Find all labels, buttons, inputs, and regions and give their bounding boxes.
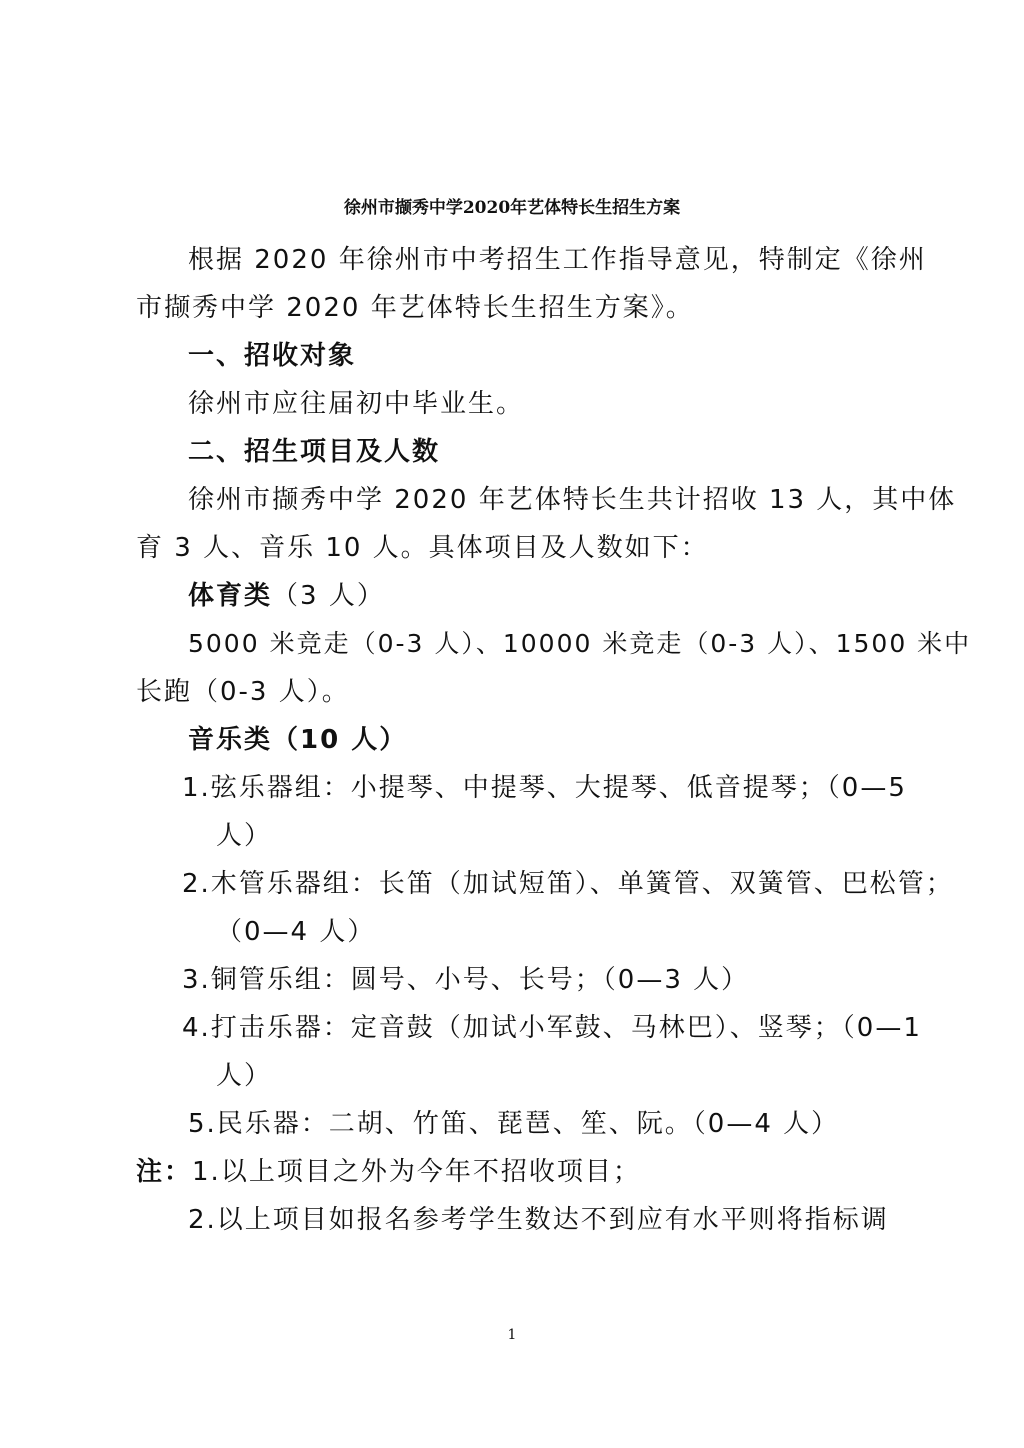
sports-category-label: 体育类 (188, 581, 273, 611)
music-strings-line-2: 人） (216, 821, 273, 851)
music-woodwinds-line-2: （0—4 人） (216, 917, 376, 947)
music-folk: 5.民乐器：二胡、竹笛、琵琶、笙、阮。（0—4 人） (188, 1109, 840, 1139)
music-brass: 3.铜管乐组：圆号、小号、长号；（0—3 人） (182, 965, 750, 995)
sports-category (188, 576, 385, 616)
music-percussion-line-1: 4.打击乐器：定音鼓（加试小军鼓、马林巴）、竖琴；（0—1 (182, 1013, 922, 1043)
section-1-heading: 一、招收对象 (188, 341, 357, 371)
section-2-body-line-1: 徐州市撷秀中学 2020 年艺体特长生共计招收 13 人，其中体 (188, 485, 957, 515)
sports-items-line-1: 5000 米竞走（0-3 人）、10000 米竞走（0-3 人）、1500 米中 (188, 629, 972, 658)
music-percussion-line-2: 人） (216, 1061, 273, 1091)
notes-line-1 (136, 1152, 641, 1192)
intro-line-1: 根据 2020 年徐州市中考招生工作指导意见，特制定《徐州 (188, 245, 927, 275)
music-strings-line-1: 1.弦乐器组：小提琴、中提琴、大提琴、低音提琴；（0—5 (182, 773, 907, 803)
section-1-body: 徐州市应往届初中毕业生。 (188, 389, 525, 419)
notes-label: 注： (136, 1157, 193, 1187)
music-woodwinds-line-1: 2.木管乐器组：长笛（加试短笛）、单簧管、双簧管、巴松管； (182, 869, 954, 899)
note-2: 2.以上项目如报名参考学生数达不到应有水平则将指标调 (188, 1205, 889, 1235)
note-1: 1.以上项目之外为今年不招收项目； (192, 1157, 641, 1187)
page-number: 1 (507, 1327, 517, 1343)
intro-line-2: 市撷秀中学 2020 年艺体特长生招生方案》。 (136, 293, 694, 323)
document-title: 徐州市撷秀中学2020年艺体特长生招生方案 (343, 198, 681, 218)
section-2-heading: 二、招生项目及人数 (188, 437, 441, 467)
sports-items-line-2: 长跑（0-3 人）。 (136, 677, 350, 707)
music-category-heading: 音乐类（10 人） (188, 725, 408, 755)
sports-category-count: （3 人） (272, 581, 385, 611)
section-2-body-line-2: 育 3 人、音乐 10 人。具体项目及人数如下： (136, 533, 709, 563)
